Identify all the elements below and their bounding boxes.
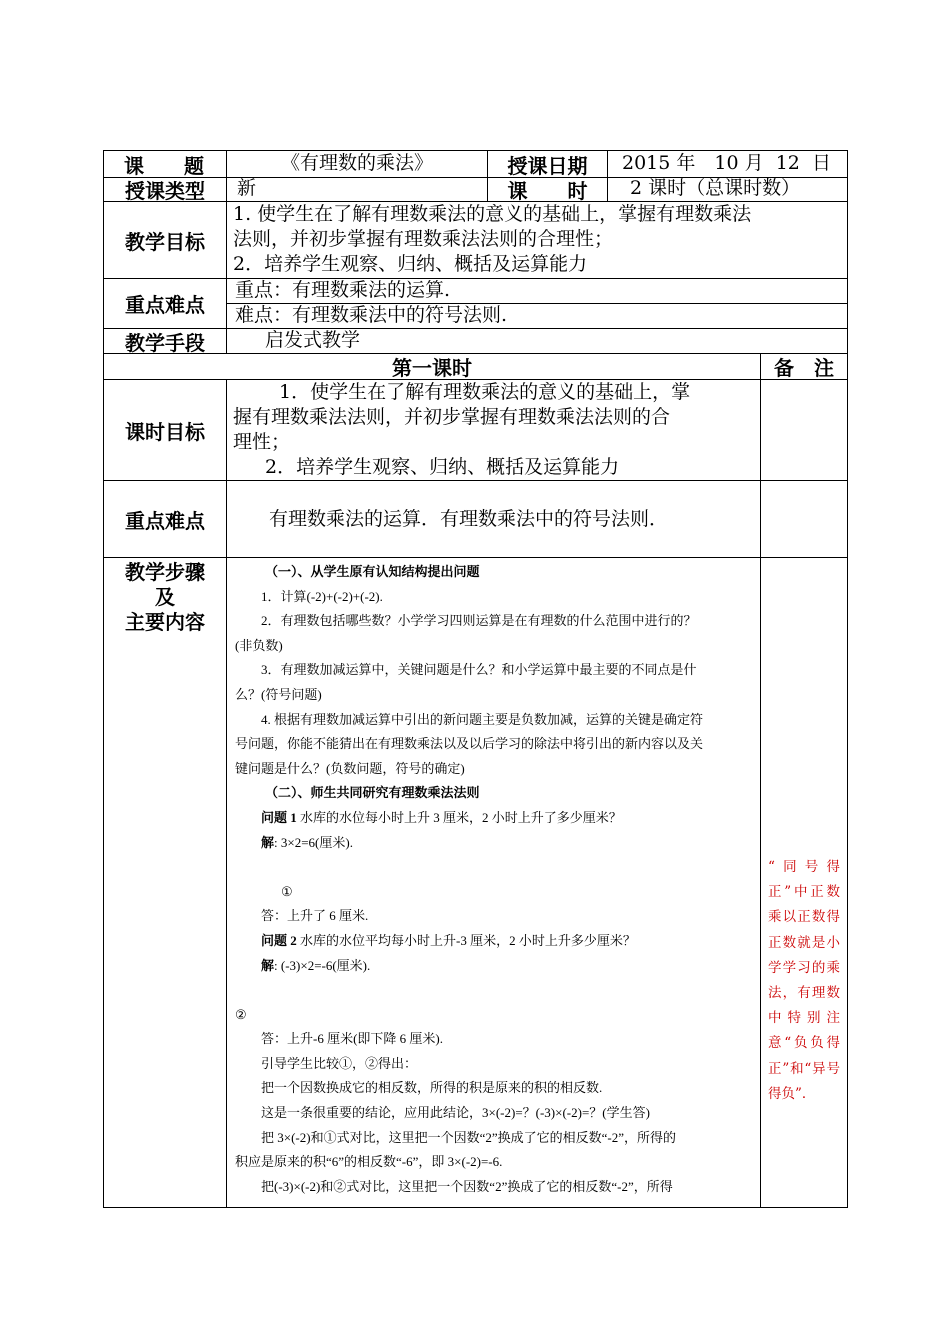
key-line: 难点：有理数乘法中的符号法则.: [235, 304, 508, 326]
blank-line: [235, 978, 757, 1003]
solution-label: 解: [261, 834, 275, 850]
content-line: 键问题是什么？(负数问题，符号的确定): [235, 760, 465, 776]
section-title: （一）、从学生原有认知结构提出问题: [265, 564, 480, 579]
topic-value: 《有理数的乘法》: [280, 152, 433, 174]
section-title: （二）、师生共同研究有理数乘法法则: [265, 785, 480, 801]
problem-text: 水库的水位每小时上升 3 厘米，2 小时上升了多少厘米？: [296, 809, 622, 825]
answer-line: 答：上升了 6 厘米.: [261, 908, 369, 924]
steps-content: [235, 560, 757, 1206]
period-label: 课 时: [507, 179, 588, 201]
rule-line: 把一个因数换成它的相反数，所得的积是原来的积的相反数.: [261, 1080, 603, 1096]
lesson-title: 第一课时: [392, 356, 472, 379]
means-label: 教学手段: [125, 330, 205, 353]
problem-label: 问题 1: [261, 809, 297, 825]
lesson-key-text: 有理数乘法的运算．有理数乘法中的符号法则．: [269, 507, 669, 530]
problem-label: 问题 2: [261, 932, 297, 948]
goal-content: [233, 202, 845, 278]
lesson-goal-line: 2．培养学生观察、归纳、概括及运算能力: [265, 456, 620, 478]
content-line: 这是一条很重要的结论，应用此结论，3×(-2)=？(-3)×(-2)=？(学生答): [261, 1105, 650, 1121]
content-line: 2．有理数包括哪些数？小学学习四则运算是在有理数的什么范围中进行的？: [261, 613, 697, 629]
means-value: 启发式教学: [265, 329, 361, 351]
content-line: 把(-3)×(-2)和②式对比，这里把一个因数“2”换成了它的相反数“-2”，所得: [261, 1178, 673, 1194]
date-label: 授课日期: [507, 153, 588, 177]
goal-line: 2．培养学生观察、归纳、概括及运算能力: [233, 253, 588, 275]
steps-label-line: 教学步骤: [125, 560, 205, 584]
content-line: 3．有理数加减运算中，关键问题是什么？和小学运算中最主要的不同点是什: [261, 662, 697, 678]
solution-2: [235, 954, 757, 979]
solution-text: : (-3)×2=-6(厘米).: [274, 957, 371, 973]
lesson-key-label: 重点难点: [125, 508, 205, 533]
solution-1: [235, 831, 757, 856]
date-value: 2015 年 10 月 12 日: [622, 152, 831, 174]
border-line: [847, 150, 848, 1208]
border-line: [103, 1207, 848, 1208]
steps-label-line: 主要内容: [125, 610, 205, 634]
remark-label: 备 注: [774, 356, 834, 379]
content-line: 引导学生比较①，②得出：: [261, 1055, 418, 1071]
period-value: 2 课时（总课时数）: [630, 177, 801, 199]
lesson-goal-line: 1．使学生在了解有理数乘法的意义的基础上，掌: [279, 381, 691, 403]
equation-mark: ①: [281, 883, 293, 899]
content-line: (非负数): [235, 637, 283, 653]
content-line: 号问题，你能不能猜出在有理数乘法以及以后学习的除法中将引出的新内容以及关: [235, 736, 704, 752]
topic-label: [104, 151, 226, 177]
content-line: 4. 根据有理数加减运算中引出的新问题主要是负数加减，运算的关键是确定符: [261, 711, 704, 727]
equation-mark: ②: [235, 1006, 247, 1022]
lesson-goal-content: [233, 380, 758, 480]
answer-line: 答：上升-6 厘米(即下降 6 厘米).: [261, 1031, 443, 1047]
solution-label: 解: [261, 957, 275, 973]
steps-label-line: 及: [155, 585, 175, 609]
content-line: 么？(符号问题): [235, 686, 322, 702]
type-label: 授课类型: [125, 179, 205, 201]
lesson-goal-label: 课时目标: [125, 419, 205, 444]
lesson-key-value: [227, 481, 760, 557]
steps-label: [104, 560, 226, 650]
content-line: 1．计算(-2)+(-2)+(-2).: [261, 588, 383, 604]
lesson-goal-line: 理性；: [233, 431, 291, 453]
goal-line: 1. 使学生在了解有理数乘法的意义的基础上，掌握有理数乘法: [233, 203, 752, 225]
goal-line: 法则，并初步掌握有理数乘法法则的合理性；: [233, 228, 614, 250]
remark-note: “同号得正”中正数乘以正数得正数就是小学学习的乘法，有理数中特别注意“负负得正”和“异号得负”．: [768, 859, 840, 1102]
content-line: 把 3×(-2)和①式对比，这里把一个因数“2”换成了它的相反数“-2”，所得的: [261, 1129, 676, 1145]
lesson-goal-line: 握有理数乘法法则，并初步掌握有理数乘法法则的合: [233, 406, 671, 428]
goal-label: 教学目标: [125, 229, 205, 254]
key-label: 重点难点: [125, 293, 205, 317]
key-line: 重点：有理数乘法的运算.: [235, 279, 451, 301]
topic-label-text: 课 题: [124, 153, 204, 177]
border-line: [760, 353, 761, 1208]
solution-text: : 3×2=6(厘米).: [274, 834, 353, 850]
content-line: 积应是原来的积“6”的相反数“-6”，即 3×(-2)=-6.: [235, 1154, 503, 1170]
blank-line: [235, 855, 757, 880]
problem-2: [235, 929, 757, 954]
border-line: [103, 557, 848, 558]
problem-1: [235, 806, 757, 831]
problem-text: 水库的水位平均每小时上升-3 厘米，2 小时上升多少厘米？: [296, 932, 636, 948]
type-value: 新: [237, 177, 257, 199]
